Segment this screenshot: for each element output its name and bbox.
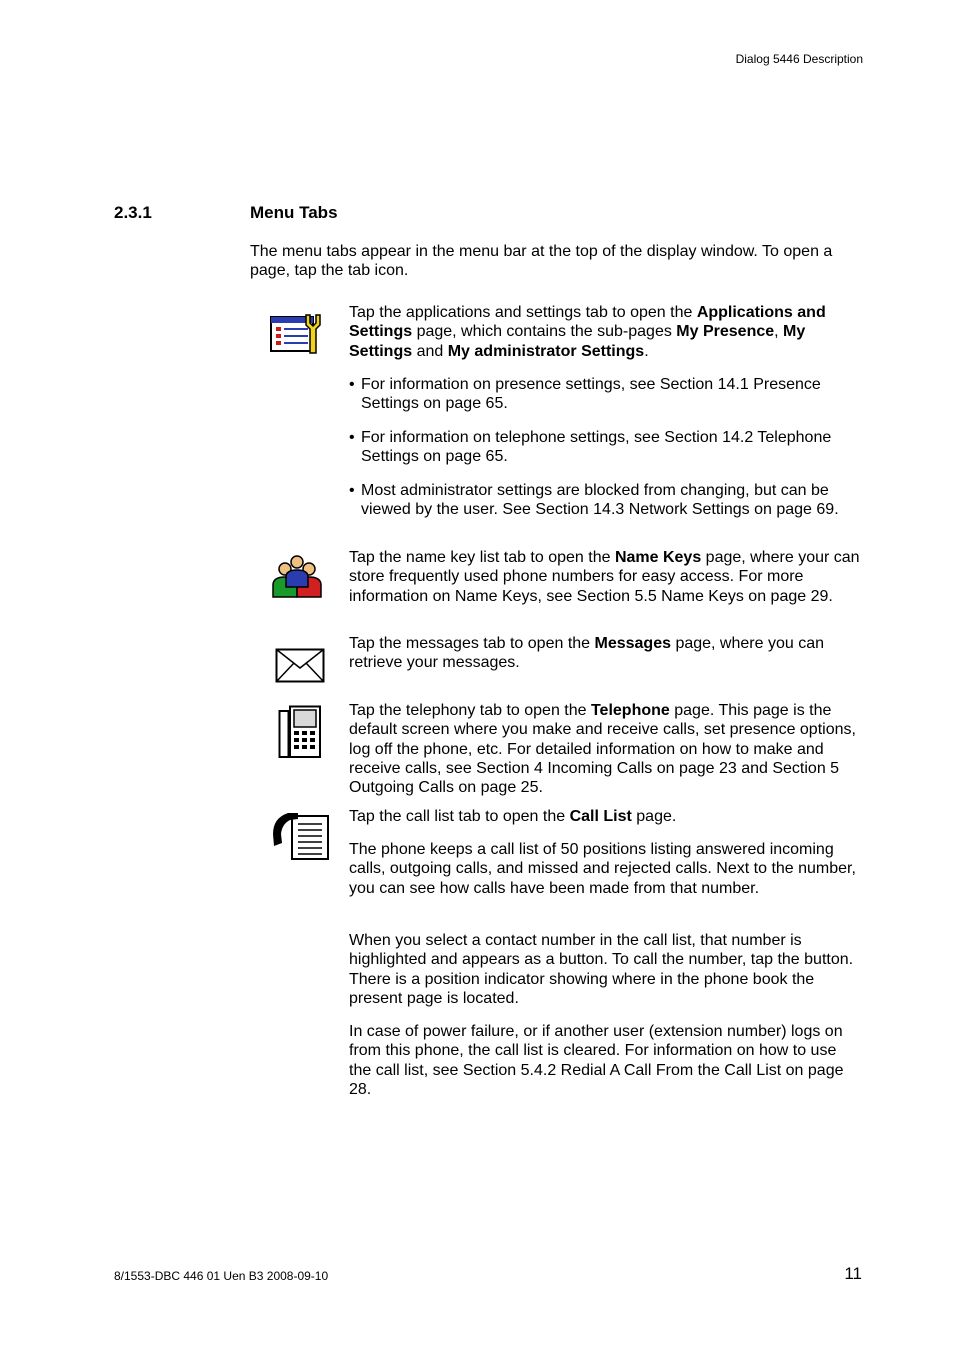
envelope-icon: [275, 648, 325, 683]
calllist-paragraph-3: When you select a contact number in the call list, that number is highlighted and appears as a button. To call the number, tap the button. There is a position indicator showing where in the phone book the present page is located.: [349, 932, 854, 1007]
messages-description: Tap the messages tab to open the Messages page, where you can retrieve your messages.: [349, 635, 824, 672]
telephone-description: Tap the telephony tab to open the Telephone page. This page is the default screen where you make and receive calls, set presence options, log off the phone, etc. For detailed information on how to make and receive calls, see Section 4 Incoming Calls on page 23 and Section 5 Outgoing Calls on page 25.: [349, 702, 856, 797]
applications-settings-icon: [270, 313, 328, 355]
apps-description: Tap the applications and settings tab to open the Applications and Settings page, which contains the sub-pages My Presence, My Settings and My administrator Settings.: [349, 304, 826, 360]
calllist-paragraph-1: Tap the call list tab to open the Call List page.: [349, 808, 677, 825]
telephone-icon: [278, 705, 322, 759]
intro-paragraph: The menu tabs appear in the menu bar at the top of the display window. To open a page, tap the tab icon.: [250, 243, 833, 280]
list-item: • For information on telephone settings, see Section 14.2 Telephone Settings on page 65.: [349, 429, 832, 466]
call-list-icon: [270, 810, 332, 862]
page-number: 11: [844, 1264, 862, 1283]
footer-document-id: 8/1553-DBC 446 01 Uen B3 2008-09-10: [114, 1269, 329, 1283]
list-item: • Most administrator settings are blocked from changing, but can be viewed by the user. See Section 14.3 Network Settings on page 69.: [349, 482, 839, 519]
name-keys-icon: [270, 555, 324, 601]
running-header: Dialog 5446 Description: [735, 52, 863, 66]
section-title: Menu Tabs: [250, 203, 338, 222]
namekeys-description: Tap the name key list tab to open the Name Keys page, where your can store frequently used phone numbers for easy access. For more information on Name Keys, see Section 5.5 Name Keys on page 29.: [349, 549, 860, 605]
calllist-description: [349, 807, 861, 826]
section-number: 2.3.1: [114, 203, 152, 222]
calllist-paragraph-2: The phone keeps a call list of 50 positions listing answered incoming calls, outgoing calls, and missed and rejected calls. Next to the number, you can see how calls have been made from that number.: [349, 841, 856, 897]
list-item: • For information on presence settings, see Section 14.1 Presence Settings on page 65.: [349, 376, 821, 413]
calllist-paragraph-4: In case of power failure, or if another user (extension number) logs on from this phone, the call list is cleared. For information on how to use the call list, see Section 5.4.2 Redial A Call From the Call List on page 28.: [349, 1023, 844, 1098]
